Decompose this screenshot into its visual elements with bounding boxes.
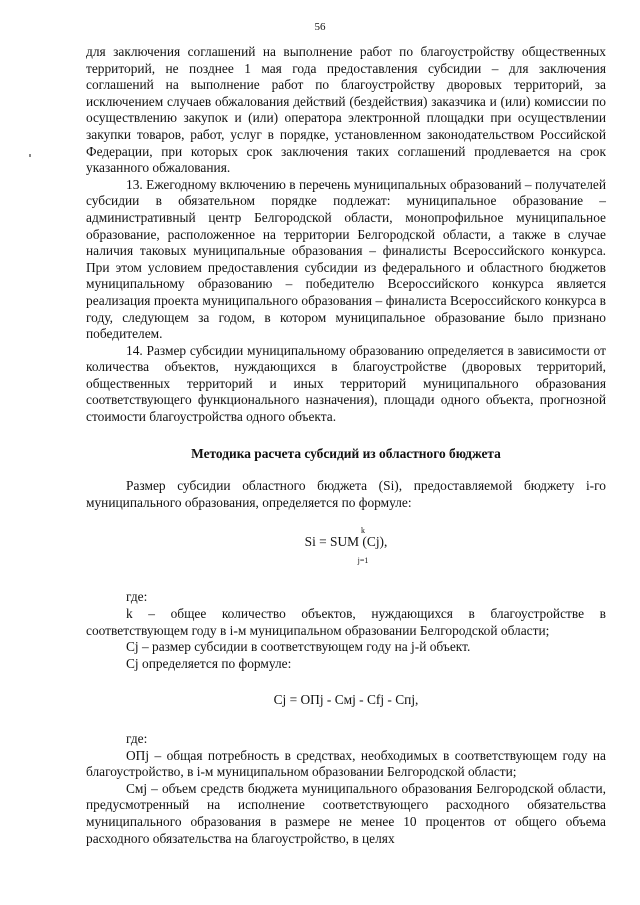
formula-si-upper-limit: k [361,526,365,536]
section-heading: Методика расчета субсидий из областного бюджета [191,445,501,461]
definition-cj: Cj – размер субсидии в соответствующем году на j-й объект. [126,639,471,655]
where-label-1: где: [126,589,148,605]
paragraph-agreement-deadline: для заключения соглашений на выполнение работ по благоустройству общественных территорий, не позднее 1 мая года предоставления субсидии – для заключения соглашений на выполнение работ по благоустройству дворовых территорий, за исключением случаев обжалования действий (бездействия) заказчика и (или) комиссии по осуществлению закупок и (или) оператора электронной площадки при осуществлении закупки товаров, работ, услуг в порядке, установленном законодательством Российской Федерации, при которых срок заключения таких соглашений продлевается на срок указанного обжалования. [86,44,606,176]
where-label-2: где: [126,731,148,746]
cj-formula-intro: Cj определяется по формуле: [126,655,292,671]
paragraph-14: 14. Размер субсидии муниципальному образованию определяется в зависимости от количества объектов, нуждающихся в благоустройстве (дворовых территорий, общественных территорий и иных территорий муниципального образования соответствующего функционального назначения), площади одного объекта, прогнозной стоимости благоустройства одного объекта. [86,342,606,425]
formula-cj: Cj = ОПj - Cмj - Cfj - Cпj, [273,692,419,708]
paragraph-subsidy-size: Размер субсидии областного бюджета (Si), предоставляемой бюджету i-го муниципального образования, определяется по формуле: [86,478,606,510]
definition-cmj: Cмj – объем средств бюджета муниципального образования Белгородской области, предусмотренный на исполнение соответствующего расходного обязательства муниципального образования в размере не менее 10 процентов от общего объема расходного обязательства на благоустройство, в целях [86,780,606,846]
margin-mark [29,154,31,157]
definition-k: k – общее количество объектов, нуждающихся в благоустройстве в соответствующем году в i-м муниципальном образовании Белгородской области; [86,606,606,638]
definition-opj: ОПj – общая потребность в средствах, необходимых в соответствующем году на благоустройство, в i-м муниципальном образовании Белгородской области; [86,747,606,780]
page-number: 56 [314,21,326,33]
formula-si-expression: Si = SUM (Cj), [304,534,388,550]
document-body [86,44,606,847]
paragraph-13: 13. Ежегодному включению в перечень муниципальных образований – получателей субсидии в обязательном порядке подлежат: муниципальное образование – административный центр Белгородской области, монопрофильное муниципальное образование, расположенное на территории Белгородской области, а также в случае наличия таковых муниципальные образования – финалисты Всероссийского конкурса. При этом условием предоставления субсидии из федерального и областного бюджетов муниципальному образованию – победителю Всероссийского конкурса является реализация проекта муниципального образования – финалиста Всероссийского конкурса в году, следующем за годом, в котором муниципальное образование было признано победителем. [86,176,606,342]
formula-si-lower-limit: j=1 [357,556,369,566]
formula-si [86,523,606,581]
